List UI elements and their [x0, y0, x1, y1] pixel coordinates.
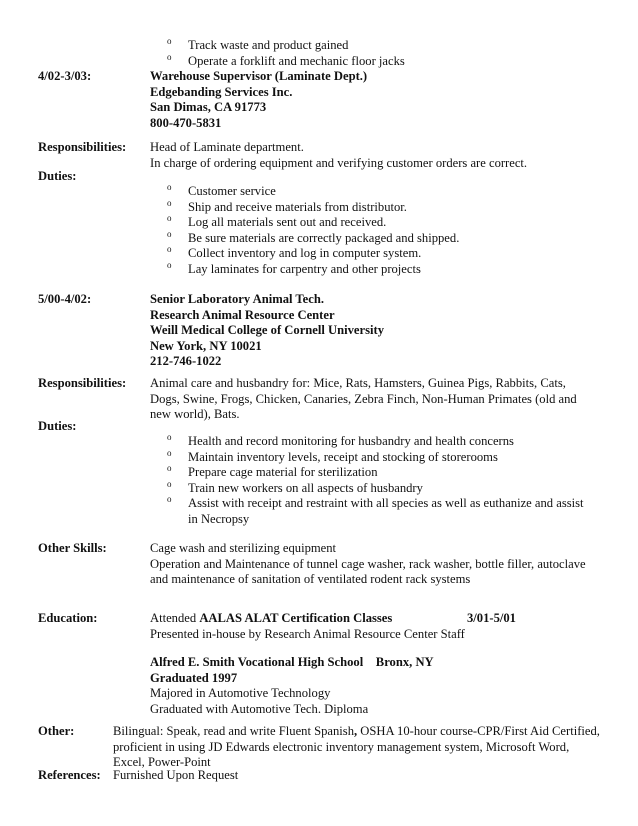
- bullet-icon: o: [167, 213, 172, 223]
- list-item: o Health and record monitoring for husbandry and health concerns: [167, 432, 514, 448]
- bullet-icon: o: [167, 228, 172, 239]
- job2-responsibilities: Animal care and husbandry for: Mice, Rats, Hamsters, Guinea Pigs, Rabbits, Cats, Dogs, Swine, Frogs, Chicken, Canaries, Zebra Finch, Non-Human Primates (old and new world), Bats.: [150, 376, 577, 421]
- company-phone: 212-746-1022: [150, 354, 222, 368]
- list-item: o Customer service: [167, 182, 276, 198]
- company-location: New York, NY 10021: [150, 338, 262, 353]
- aalas-dates: 3/01-5/01: [467, 611, 516, 625]
- job2-responsibilities-label: Responsibilities:: [38, 376, 127, 390]
- list-item: o Prepare cage material for sterilization: [167, 463, 378, 479]
- list-item: o Track waste and product gained: [167, 36, 349, 52]
- job-title: Senior Laboratory Animal Tech.: [150, 292, 324, 306]
- references-label: References:: [38, 768, 101, 782]
- bullet-icon: o: [167, 259, 172, 270]
- bullet-icon: o: [167, 463, 172, 473]
- bullet-icon: o: [167, 36, 172, 46]
- company-name: Weill Medical College of Cornell University: [150, 323, 384, 337]
- bullet-icon: o: [167, 494, 172, 504]
- list-item: o Maintain inventory levels, receipt and stocking of storerooms: [167, 447, 498, 464]
- job1-header: [150, 69, 600, 131]
- list-item: o Operate a forklift and mechanic floor jacks: [167, 51, 405, 68]
- company-name: Edgebanding Services Inc.: [150, 84, 293, 99]
- job1-responsibilities: Head of Laminate department. In charge of ordering equipment and verifying customer orders are correct.: [150, 140, 528, 170]
- list-item: o Collect inventory and log in computer system.: [167, 244, 422, 260]
- other-skills: Cage wash and sterilizing equipment Operation and Maintenance of tunnel cage washer, rack washer, bottle filler, autoclave and maintenance of sanitation of ventilated rodent rack systems: [150, 541, 586, 586]
- bullet-icon: o: [167, 51, 172, 62]
- bullet-icon: o: [167, 244, 172, 254]
- list-item: o Ship and receive materials from distributor.: [167, 197, 407, 214]
- bullet-icon: o: [167, 478, 172, 489]
- job1-duties-list: [167, 184, 587, 277]
- department-name: Research Animal Resource Center: [150, 307, 335, 322]
- job2-dates: 5/00-4/02:: [38, 292, 92, 306]
- list-item: o Lay laminates for carpentry and other projects: [167, 259, 421, 276]
- aalas-course: AALAS ALAT Certification Classes: [199, 611, 393, 625]
- job2-header: [150, 292, 600, 370]
- company-phone: 800-470-5831: [150, 115, 222, 130]
- bullet-icon: o: [167, 432, 172, 442]
- list-item: o Assist with receipt and restraint with all species as well as euthanize and assist in Necropsy: [167, 494, 584, 526]
- list-item: o Be sure materials are correctly packaged and shipped.: [167, 228, 460, 245]
- list-item: o Train new workers on all aspects of husbandry: [167, 478, 423, 495]
- job1-duties-label: Duties:: [38, 169, 77, 183]
- list-item: o Log all materials sent out and received.: [167, 213, 387, 229]
- bullet-icon: o: [167, 447, 172, 458]
- company-location: San Dimas, CA 91773: [150, 100, 267, 114]
- other-text: Bilingual: Speak, read and write Fluent Spanish, OSHA 10-hour course-CPR/First Aid Certified, proficient in using JD Edwards electronic inventory management system, Microsoft Word, Excel, Power-Point: [113, 724, 600, 769]
- job1-responsibilities-label: Responsibilities:: [38, 140, 127, 154]
- education-label: Education:: [38, 611, 98, 625]
- top-bullet-list: [167, 38, 587, 69]
- school-name: Alfred E. Smith Vocational High School Bronx, NY: [150, 655, 434, 669]
- job1-dates: 4/02-3/03:: [38, 69, 92, 83]
- education-aalas: Attended AALAS ALAT Certification Classes Presented in-house by Research Animal Resource Center Staff: [150, 611, 465, 641]
- other-skills-label: Other Skills:: [38, 541, 107, 555]
- bullet-icon: o: [167, 182, 172, 192]
- other-label: Other:: [38, 724, 75, 738]
- bullet-icon: o: [167, 197, 172, 208]
- job2-duties-list: [167, 434, 587, 527]
- education-high-school: Alfred E. Smith Vocational High School Bronx, NY Graduated 1997 Majored in Automotive Technology Graduated with Automotive Tech. Diploma: [150, 655, 600, 717]
- job2-duties-label: Duties:: [38, 419, 77, 433]
- job-title: Warehouse Supervisor (Laminate Dept.): [150, 69, 368, 83]
- references-value: Furnished Upon Request: [113, 768, 239, 782]
